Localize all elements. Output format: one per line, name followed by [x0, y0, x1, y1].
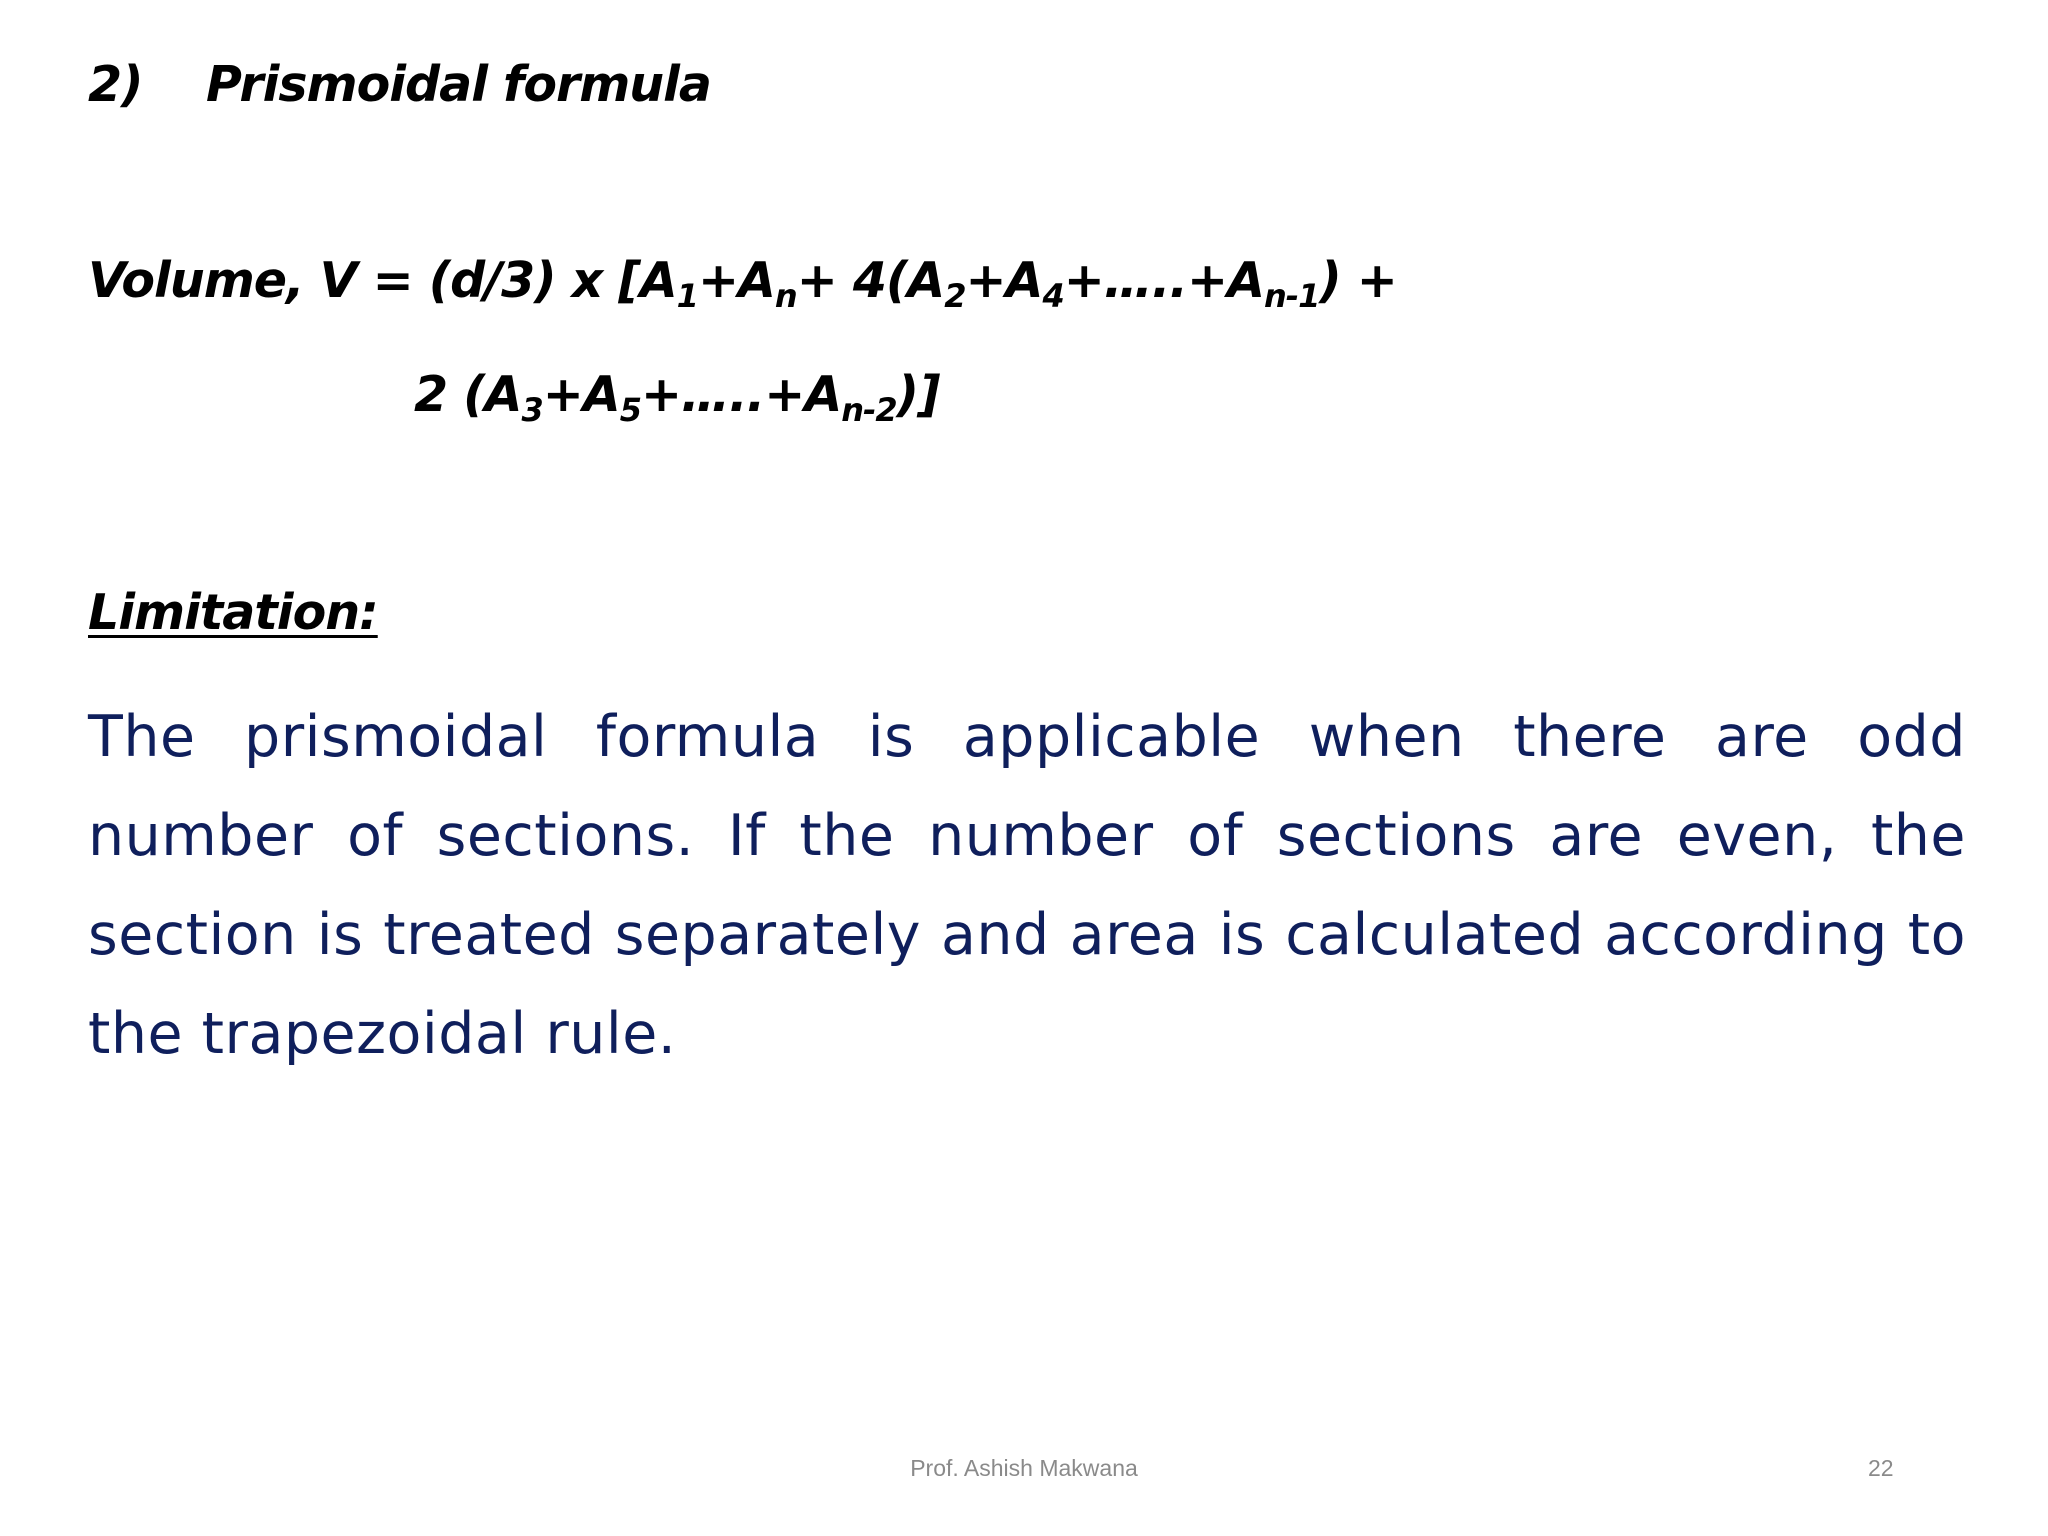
formula-text: +…..+A — [641, 366, 842, 423]
formula-subscript: 5 — [619, 391, 641, 429]
formula-text: )] — [896, 366, 940, 423]
limitation-text: The prismoidal formula is applicable when there are odd number of sections. If the number of sections are even, the section is treated separately and area is calculated according to the trapezoidal rule. — [88, 704, 1966, 1067]
formula-subscript: 1 — [676, 277, 698, 315]
formula-text: Volume, V = (d/3) x [A — [88, 252, 677, 309]
formula-line-1 — [88, 252, 1397, 315]
formula-text: 2 (A — [414, 366, 522, 423]
footer-author: Prof. Ashish Makwana — [910, 1455, 1138, 1481]
heading-title: Prismoidal formula — [206, 56, 711, 113]
formula-text: ) + — [1319, 252, 1397, 309]
formula-subscript: n-1 — [1264, 277, 1320, 315]
formula-text: + 4(A — [796, 252, 945, 309]
heading-number: 2) — [88, 56, 143, 113]
slide-heading — [88, 56, 711, 113]
formula-text: +A — [965, 252, 1043, 309]
formula-subscript: 4 — [1042, 277, 1064, 315]
formula-text: +A — [697, 252, 775, 309]
formula-text: +A — [542, 366, 620, 423]
footer-page-number: 22 — [1868, 1455, 1894, 1481]
formula-text: +…..+A — [1063, 252, 1265, 309]
formula-subscript: n-2 — [841, 391, 897, 429]
limitation-label: Limitation: — [88, 584, 378, 641]
formula-subscript: 2 — [944, 277, 966, 315]
formula-subscript: 3 — [521, 391, 543, 429]
formula-subscript: n — [774, 277, 797, 315]
formula-line-2 — [414, 366, 940, 429]
